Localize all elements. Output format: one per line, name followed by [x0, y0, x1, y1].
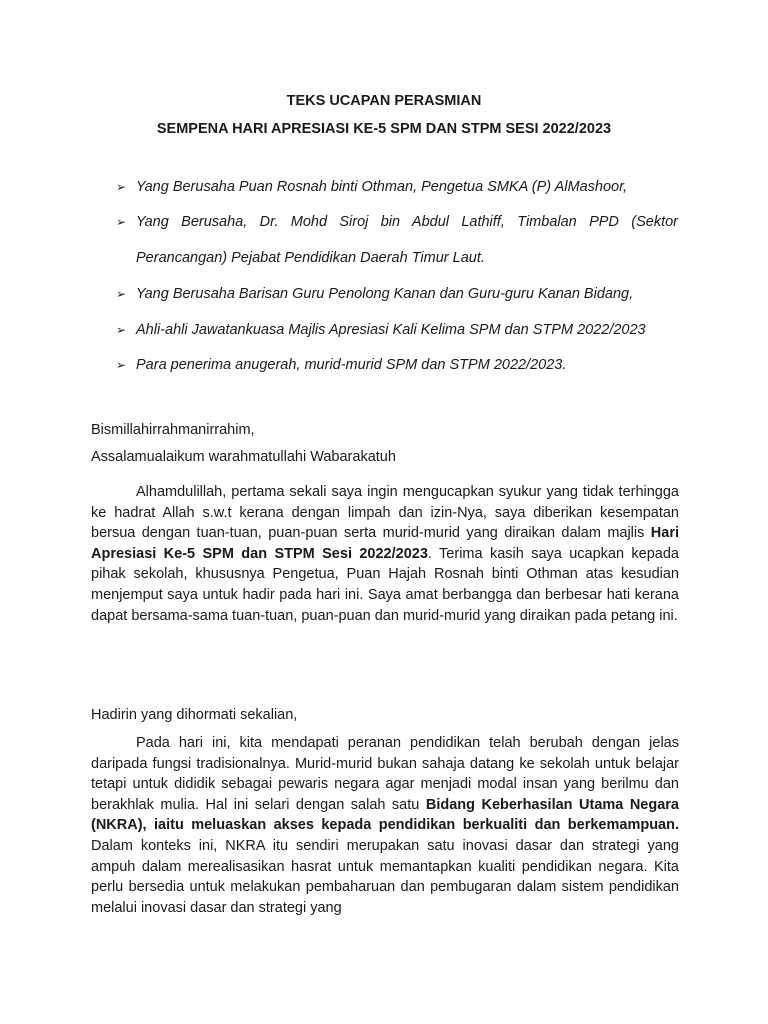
salutation-item: [116, 276, 678, 312]
salutation-item: [116, 312, 678, 348]
document-subtitle: SEMPENA HARI APRESIASI KE-5 SPM DAN STPM SESI 2022/2023: [156, 121, 612, 137]
paragraph-text: Alhamdulillah, pertama sekali saya ingin mengucapkan syukur yang tidak terhingga ke hadrat Allah s.w.t kerana dengan limpah dan izin-Nya, saya diberikan kesempatan bersua dengan tuan-tuan, puan-puan serta murid-murid yang diraikan dalam majlis: [91, 484, 679, 542]
arrow-bullet-icon: ➢: [116, 180, 127, 194]
salutation-text: Yang Berusaha Barisan Guru Penolong Kanan dan Guru-guru Kanan Bidang,: [136, 286, 634, 302]
paragraph-bold-text: Bidang Keberhasilan Utama Negara (NKRA), iaitu meluaskan akses kepada pendidikan berkualiti dan berkemampuan.: [91, 796, 679, 834]
salutation-item: [116, 169, 678, 205]
salutation-item: [116, 347, 678, 383]
paragraph-text: . Terima kasih saya ucapkan kepada pihak sekolah, khususnya Pengetua, Puan Hajah Rosnah binti Othman atas kesudian menjemput saya untuk hadir pada hari ini. Saya amat berbangga dan berbesar hati kerana dapat bersama-sama tuan-tuan, puan-puan dan murid-murid yang diraikan pada petang ini.: [91, 545, 679, 624]
arrow-bullet-icon: ➢: [116, 323, 127, 337]
audience-greeting: Hadirin yang dihormati sekalian,: [91, 707, 298, 723]
salutation-item: [116, 204, 678, 276]
arrow-bullet-icon: ➢: [116, 287, 127, 301]
paragraph-education-role: [91, 733, 679, 918]
salutation-text: Yang Berusaha Puan Rosnah binti Othman, Pengetua SMKA (P) AlMashoor,: [136, 179, 628, 195]
salam-greeting: Assalamualaikum warahmatullahi Wabarakatuh: [91, 449, 396, 465]
document-title: TEKS UCAPAN PERASMIAN: [286, 93, 482, 109]
paragraph-gratitude: [91, 482, 679, 626]
salutation-text: Ahli-ahli Jawatankuasa Majlis Apresiasi Kali Kelima SPM dan STPM 2022/2023: [136, 322, 646, 338]
arrow-bullet-icon: ➢: [116, 358, 127, 372]
opening-greeting: Bismillahirrahmanirrahim,: [91, 422, 255, 438]
paragraph-bold-text: Hari Apresiasi Ke-5 SPM dan STPM Sesi 2022/2023: [91, 525, 679, 562]
salutation-text: Para penerima anugerah, murid-murid SPM dan STPM 2022/2023.: [136, 357, 567, 373]
paragraph-text: Pada hari ini, kita mendapati peranan pendidikan telah berubah dengan jelas daripada fungsi tradisionalnya. Murid-murid bukan sahaja datang ke sekolah untuk belajar tetapi untuk dididik sebagai pewaris negara agar menjadi modal insan yang berilmu dan berakhlak mulia. Hal ini selari dengan salah satu: [91, 735, 679, 813]
salutation-text: Yang Berusaha, Dr. Mohd Siroj bin Abdul Lathiff, Timbalan PPD (Sektor Perancangan) Pejabat Pendidikan Daerah Timur Laut.: [136, 214, 678, 266]
paragraph-text: Dalam konteks ini, NKRA itu sendiri merupakan satu inovasi dasar dan strategi yang ampuh dalam merealisasikan hasrat untuk memantapkan kualiti pendidikan negara. Kita perlu bersedia untuk melakukan pembaharuan dan pembugaran dalam sistem pendidikan melalui inovasi dasar dan strategi yang: [91, 837, 679, 916]
arrow-bullet-icon: ➢: [116, 215, 127, 229]
